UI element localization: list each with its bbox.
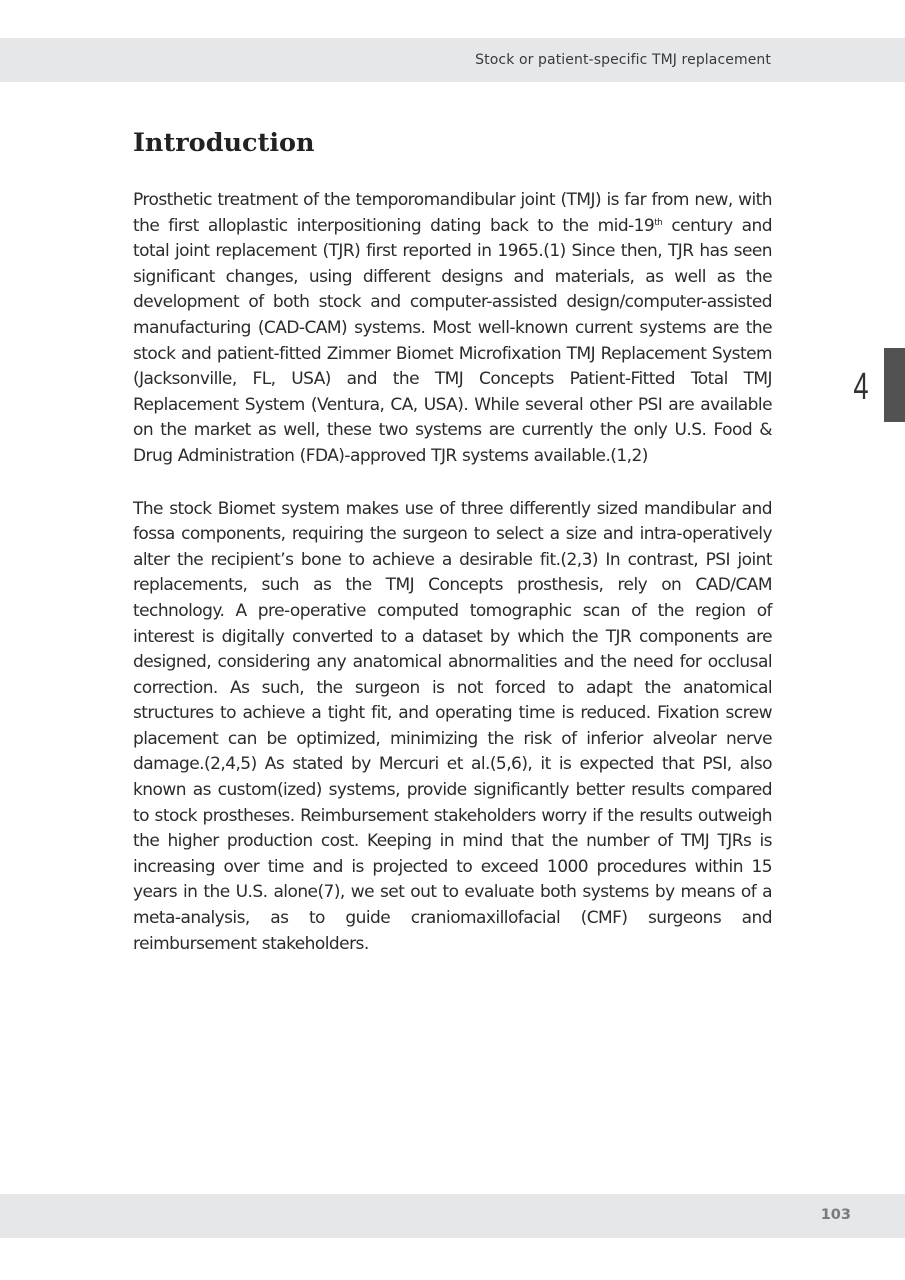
page-number: 103 — [820, 1207, 851, 1223]
paragraph-2: The stock Biomet system makes use of three differently sized mandibular and fossa components, requiring the surgeon to select a size and intra-operatively alter the recipient’s bone to achieve a desirable fit.(2,3) In contrast, PSI joint replacements, such as the TMJ Concepts prosthesis, rely on CAD/CAM technology. A pre-operative computed tomographic scan of the region of interest is digitally converted to a dataset by which the TJR components are designed, considering any anatomical abnormalities and the need for occlusal correction. As such, the surgeon is not forced to adapt the anatomical structures to achieve a tight fit, and operating time is reduced. Fixation screw placement can be optimized, minimizing the risk of inferior alveolar nerve damage.(2,4,5) As stated by Mercuri et al.(5,6), it is expected that PSI, also known as custom(ized) systems, provide significantly better results compared to stock prostheses. Reimbursement stakeholders worry if the results outweigh the higher production cost. Keeping in mind that the number of TMJ TJRs is increasing over time and is projected to exceed 1000 procedures within 15 years in the U.S. alone(7), we set out to evaluate both systems by means of a meta-analysis, as to guide craniomaxillofacial (CMF) surgeons and reimbursement stakeholders. — [133, 498, 772, 954]
paragraph-1-text-b: century and total joint replacement (TJR) first reported in 1965.(1) Since then, TJR has seen significant changes, using different designs and materials, as well as the development of both stock and computer-assisted design/computer-assisted manufacturing (CAD-CAM) systems. Most well-known current systems are the stock and patient-fitted Zimmer Biomet Microfixation TMJ Replacement System (Jacksonville, FL, USA) and the TMJ Concepts Patient-Fitted Total TMJ Replacement System (Ventura, CA, USA). While several other PSI are available on the market as well, these two systems are currently the only U.S. Food & Drug Administration (FDA)-approved TJR systems available.(1,2) — [133, 215, 772, 466]
page-content — [133, 126, 772, 957]
paragraph-1 — [133, 188, 772, 470]
running-header — [0, 38, 905, 82]
running-footer — [0, 1194, 905, 1238]
chapter-tab-marker — [884, 348, 905, 422]
paragraph-1-text-a: Prosthetic treatment of the temporomandibular joint (TMJ) is far from new, with the first alloplastic interpositioning dating back to the mid-19 — [133, 190, 772, 236]
section-title: Introduction — [133, 128, 315, 158]
running-title: Stock or patient-specific TMJ replacement — [475, 52, 771, 68]
ordinal-superscript: th — [654, 217, 663, 228]
chapter-number: 4 — [853, 366, 869, 408]
